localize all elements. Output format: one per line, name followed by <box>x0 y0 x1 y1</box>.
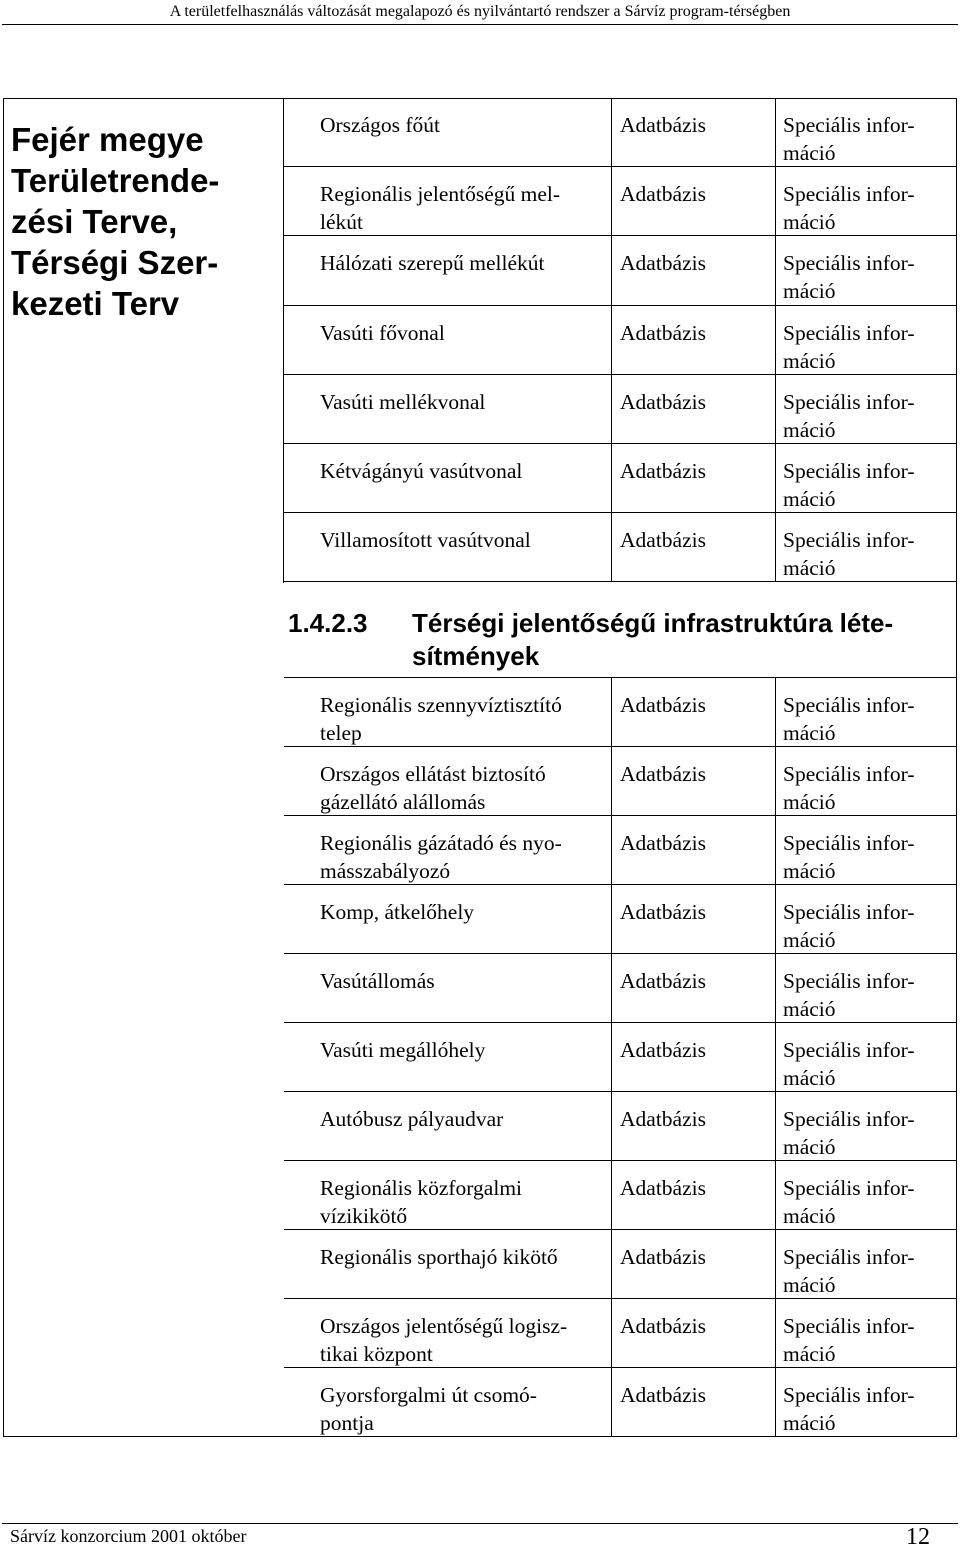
table-row <box>284 375 957 444</box>
info-cell <box>776 1092 957 1160</box>
item-line: Regionális sporthajó kikötő <box>320 1245 558 1269</box>
item-cell <box>284 167 612 235</box>
footer-divider <box>2 1523 958 1524</box>
item-cell <box>284 375 612 443</box>
table-row <box>284 236 957 305</box>
item-line: tikai központ <box>320 1342 433 1366</box>
source-cell: Adatbázis <box>612 1161 776 1229</box>
table-row <box>284 98 957 167</box>
info-line: Speciális infor- <box>783 113 915 137</box>
section-title <box>412 607 893 673</box>
table-row <box>284 954 957 1023</box>
item-cell <box>284 236 612 304</box>
item-line: vízikikötő <box>320 1204 408 1228</box>
info-line: máció <box>783 141 836 165</box>
source-cell: Adatbázis <box>612 1023 776 1091</box>
info-line: Speciális infor- <box>783 1314 915 1338</box>
item-cell <box>284 885 612 953</box>
source-cell: Adatbázis <box>612 306 776 374</box>
info-line: máció <box>783 556 836 581</box>
info-cell <box>776 1230 957 1298</box>
info-line: Speciális infor- <box>783 969 915 993</box>
info-cell <box>776 167 957 235</box>
title-line: Fejér megye <box>11 121 204 158</box>
info-cell <box>776 1161 957 1229</box>
item-line: lékút <box>320 210 363 235</box>
source-cell: Adatbázis <box>612 513 776 581</box>
item-cell <box>284 1161 612 1229</box>
section-title-line: sítmények <box>412 641 540 671</box>
item-cell <box>284 1368 612 1437</box>
info-line: máció <box>783 1342 836 1366</box>
info-line: Speciális infor- <box>783 900 915 924</box>
item-cell <box>284 306 612 374</box>
item-line: másszabályozó <box>320 859 451 883</box>
info-line: Speciális infor- <box>783 762 915 786</box>
info-cell <box>776 1299 957 1367</box>
source-cell: Adatbázis <box>612 236 776 304</box>
info-line: Speciális infor- <box>783 182 915 207</box>
table-row <box>284 1092 957 1161</box>
source-cell: Adatbázis <box>612 1092 776 1160</box>
info-cell <box>776 236 957 304</box>
info-line: Speciális infor- <box>783 1176 915 1200</box>
info-line: máció <box>783 1066 836 1090</box>
table-row <box>284 816 957 885</box>
table-row <box>284 167 957 236</box>
info-cell <box>776 885 957 953</box>
info-line: Speciális infor- <box>783 459 915 483</box>
page-number: 12 <box>906 1524 930 1550</box>
title-line: Területrende- <box>11 162 220 199</box>
info-line: Speciális infor- <box>783 320 915 345</box>
item-line: Regionális szennyvíztisztító <box>320 693 562 717</box>
info-cell <box>776 954 957 1022</box>
item-line: Vasúti megállóhely <box>320 1038 486 1062</box>
table-row <box>284 1299 957 1368</box>
table-row <box>284 1230 957 1299</box>
info-line: máció <box>783 1204 836 1228</box>
info-line: Speciális infor- <box>783 1107 915 1131</box>
source-cell: Adatbázis <box>612 444 776 512</box>
item-cell <box>284 954 612 1022</box>
info-line: máció <box>783 859 836 883</box>
table-row <box>284 678 957 747</box>
info-line: máció <box>783 1273 836 1297</box>
item-line: Országos jelentőségű logisz- <box>320 1314 568 1338</box>
source-cell: Adatbázis <box>612 1368 776 1437</box>
info-cell <box>776 1368 957 1437</box>
section-number: 1.4.2.3 <box>288 608 368 638</box>
info-line: Speciális infor- <box>783 1038 915 1062</box>
source-cell: Adatbázis <box>612 98 776 166</box>
info-line: máció <box>783 348 836 373</box>
item-line: Országos ellátást biztosító <box>320 762 546 786</box>
item-line: Autóbusz pályaudvar <box>320 1107 504 1131</box>
document-title-cell <box>3 98 284 583</box>
table-row <box>284 1368 957 1437</box>
table-row <box>284 1161 957 1230</box>
info-line: máció <box>783 1135 836 1159</box>
item-line: Regionális gázátadó és nyo- <box>320 831 562 855</box>
source-cell: Adatbázis <box>612 954 776 1022</box>
info-line: Speciális infor- <box>783 1245 915 1269</box>
item-cell <box>284 444 612 512</box>
info-cell <box>776 747 957 815</box>
item-line: telep <box>320 721 362 745</box>
info-line: máció <box>783 1411 836 1435</box>
source-cell: Adatbázis <box>612 375 776 443</box>
item-line: Hálózati szerepű mellékút <box>320 251 545 276</box>
table-row <box>284 444 957 513</box>
info-line: máció <box>783 997 836 1021</box>
info-line: Speciális infor- <box>783 693 915 717</box>
info-line: máció <box>783 721 836 745</box>
header-divider <box>2 24 958 25</box>
item-cell <box>284 1092 612 1160</box>
item-line: Vasúti fővonal <box>320 320 445 345</box>
item-line: Villamosított vasútvonal <box>320 528 531 553</box>
item-cell <box>284 816 612 884</box>
info-cell <box>776 375 957 443</box>
item-cell <box>284 1299 612 1367</box>
table-row <box>284 747 957 816</box>
item-line: Komp, átkelőhely <box>320 900 475 924</box>
item-cell <box>284 678 612 746</box>
info-cell <box>776 98 957 166</box>
info-cell <box>776 444 957 512</box>
table-row <box>284 1023 957 1092</box>
item-cell <box>284 747 612 815</box>
item-line: Gyorsforgalmi út csomó- <box>320 1383 537 1407</box>
info-line: Speciális infor- <box>783 831 915 855</box>
source-cell: Adatbázis <box>612 167 776 235</box>
item-line: gázellátó alállomás <box>320 790 486 814</box>
item-line: Regionális közforgalmi <box>320 1176 523 1200</box>
info-line: Speciális infor- <box>783 251 915 276</box>
item-cell <box>284 1230 612 1298</box>
item-line: pontja <box>320 1411 374 1435</box>
title-line: kezeti Terv <box>11 285 180 322</box>
info-cell <box>776 1023 957 1091</box>
item-line: Regionális jelentőségű mel- <box>320 182 561 207</box>
item-cell <box>284 98 612 166</box>
source-cell: Adatbázis <box>612 1299 776 1367</box>
info-cell <box>776 513 957 581</box>
source-cell: Adatbázis <box>612 816 776 884</box>
source-cell: Adatbázis <box>612 747 776 815</box>
info-line: Speciális infor- <box>783 528 915 553</box>
info-line: máció <box>783 279 836 304</box>
info-line: máció <box>783 210 836 235</box>
item-line: Vasúti mellékvonal <box>320 389 486 414</box>
info-line: máció <box>783 928 836 952</box>
item-cell <box>284 513 612 581</box>
info-cell <box>776 678 957 746</box>
item-line: Országos főút <box>320 113 441 137</box>
info-cell <box>776 306 957 374</box>
table-row <box>284 513 957 582</box>
table-row <box>284 306 957 375</box>
table-row <box>284 885 957 954</box>
title-line: zési Terve, <box>11 203 178 240</box>
info-line: máció <box>783 790 836 814</box>
source-cell: Adatbázis <box>612 678 776 746</box>
item-line: Kétvágányú vasútvonal <box>320 459 523 483</box>
source-cell: Adatbázis <box>612 885 776 953</box>
section-heading <box>284 583 957 678</box>
item-line: Vasútállomás <box>320 969 435 993</box>
info-line: máció <box>783 417 836 442</box>
page-header: A területfelhasználás változását megalapozó és nyilvántartó rendszer a Sárvíz program-térségben <box>169 3 791 20</box>
footer-organization: Sárvíz konzorcium 2001 október <box>10 1526 247 1546</box>
title-line: Térségi Szer- <box>11 244 219 281</box>
info-line: máció <box>783 487 836 511</box>
item-cell <box>284 1023 612 1091</box>
info-cell <box>776 816 957 884</box>
info-line: Speciális infor- <box>783 389 915 414</box>
info-line: Speciális infor- <box>783 1383 915 1407</box>
section-title-line: Térségi jelentőségű infrastruktúra léte- <box>412 608 894 638</box>
source-cell: Adatbázis <box>612 1230 776 1298</box>
